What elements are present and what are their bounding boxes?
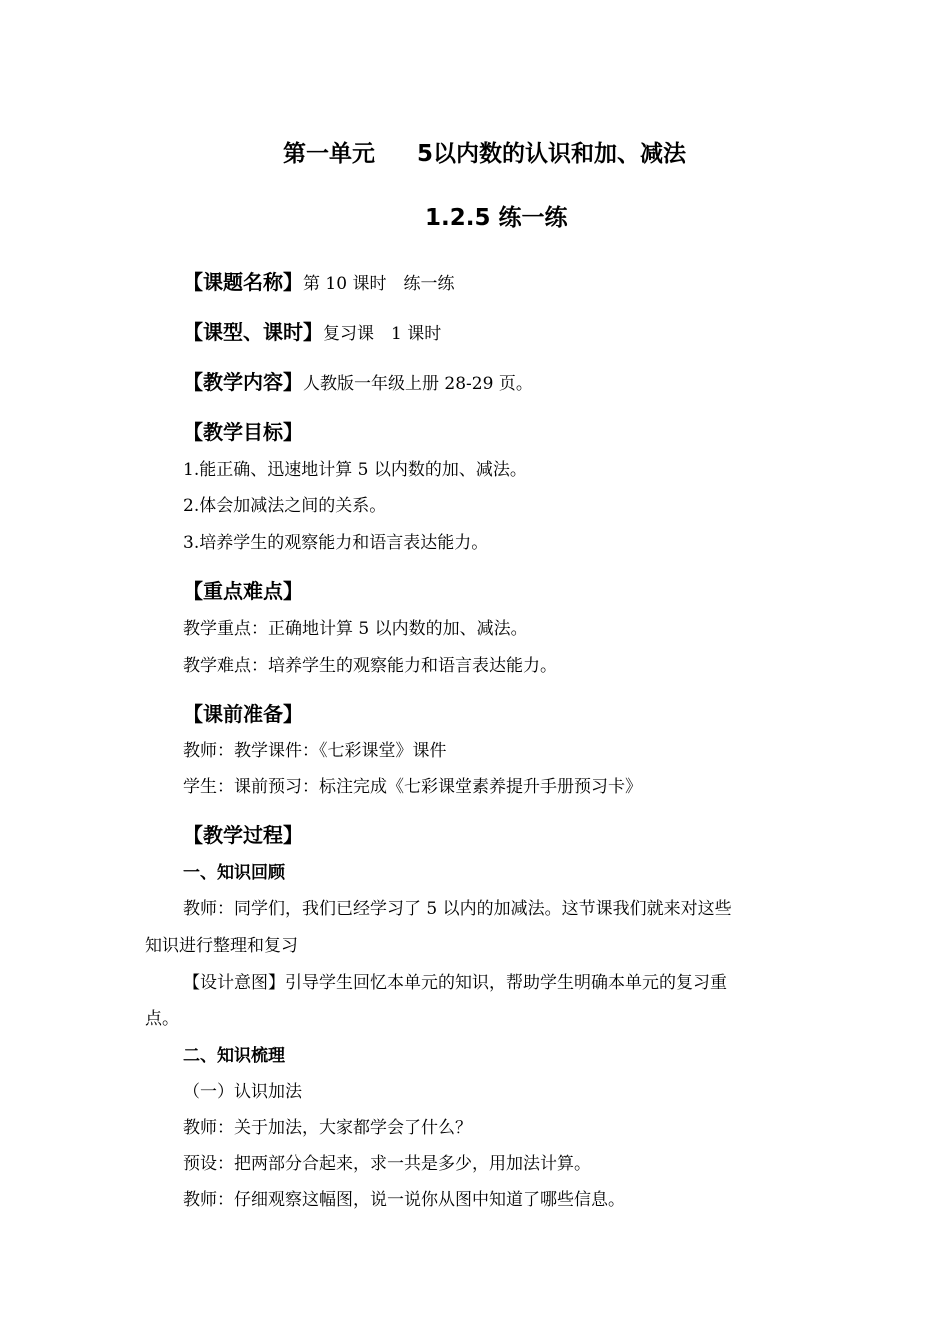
subsection-addition: （一）认识加法 (183, 1082, 302, 1102)
course-name-value: 第 10 课时 练一练 (303, 274, 455, 294)
prep-heading: 【课前准备】 (183, 702, 303, 726)
course-name-row (183, 266, 454, 295)
key-point-difficulty: 教学难点：培养学生的观察能力和语言表达能力。 (183, 656, 557, 676)
review-paragraph-line1: 教师：同学们，我们已经学习了 5 以内的加减法。这节课我们就来对这些 (183, 899, 732, 919)
unit-title (283, 135, 686, 168)
design-intent-line2: 点。 (145, 1009, 179, 1029)
goal-item-3: 3.培养学生的观察能力和语言表达能力。 (183, 533, 489, 553)
preset-answer-1: 预设：把两部分合起来，求一共是多少，用加法计算。 (183, 1154, 591, 1174)
prep-teacher: 教师：教学课件：《七彩课堂》课件 (183, 741, 447, 761)
lesson-title: 1.2.5 练一练 (425, 205, 568, 231)
key-point-focus: 教学重点：正确地计算 5 以内数的加、减法。 (183, 619, 528, 639)
course-content-row (183, 366, 533, 395)
key-points-heading: 【重点难点】 (183, 579, 303, 603)
course-type-value: 复习课 1 课时 (323, 324, 442, 344)
prep-student: 学生：课前预习：标注完成《七彩课堂素养提升手册预习卡》 (183, 777, 642, 797)
unit-label: 第一单元 (283, 141, 375, 167)
review-paragraph-line2: 知识进行整理和复习 (145, 936, 298, 956)
course-type-label: 【课型、课时】 (183, 320, 323, 344)
course-name-label: 【课题名称】 (183, 270, 303, 294)
teacher-question-2: 教师：仔细观察这幅图，说一说你从图中知道了哪些信息。 (183, 1190, 625, 1210)
section-review-title: 一、知识回顾 (183, 863, 285, 883)
goals-heading: 【教学目标】 (183, 420, 303, 444)
course-type-row (183, 316, 441, 345)
design-intent-line1: 【设计意图】引导学生回忆本单元的知识，帮助学生明确本单元的复习重 (183, 973, 727, 993)
unit-topic: 5以内数的认识和加、减法 (417, 141, 687, 167)
goal-item-2: 2.体会加减法之间的关系。 (183, 496, 387, 516)
section-summary-title: 二、知识梳理 (183, 1046, 285, 1066)
process-heading: 【教学过程】 (183, 823, 303, 847)
goal-item-1: 1.能正确、迅速地计算 5 以内数的加、减法。 (183, 460, 527, 480)
teacher-question-1: 教师：关于加法，大家都学会了什么？ (183, 1118, 472, 1138)
course-content-value: 人教版一年级上册 28-29 页。 (303, 374, 533, 394)
course-content-label: 【教学内容】 (183, 370, 303, 394)
